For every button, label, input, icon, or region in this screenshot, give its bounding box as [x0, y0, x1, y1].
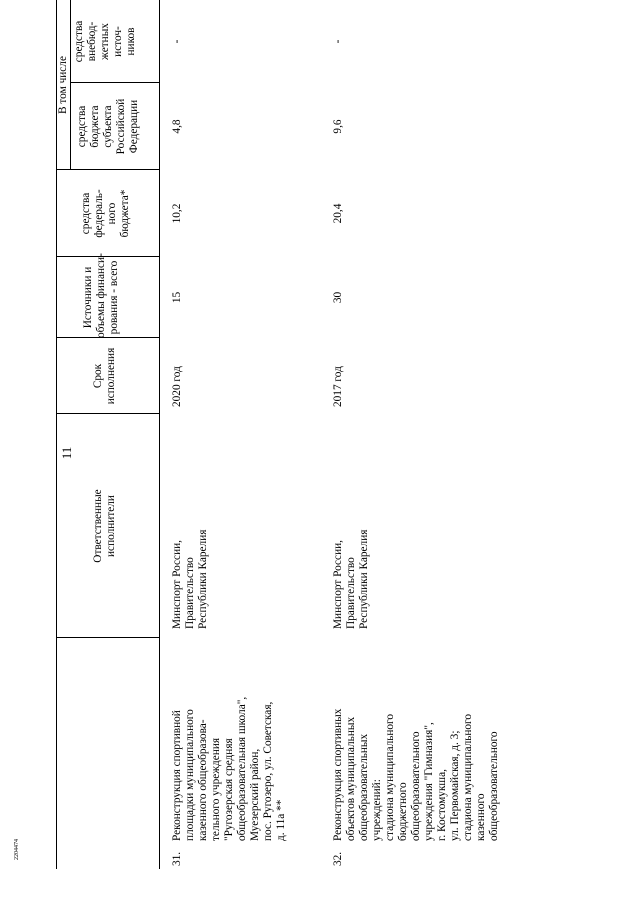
- subheader-divider: [70, 0, 71, 170]
- row-31-deadline: 2020 год: [171, 366, 183, 407]
- row-31-federal: 10,2: [171, 203, 183, 224]
- row-32-number: 32.: [332, 851, 344, 866]
- header-regional: средства бюджета субъекта Российской Федерации: [76, 98, 140, 155]
- row-31-number: 31.: [171, 851, 183, 866]
- row-32-deadline: 2017 год: [332, 366, 344, 407]
- row-31-extrabudget: -: [171, 39, 183, 44]
- program-table: [56, 0, 640, 869]
- row-31-name: Реконструкция спортивной площадки муниципального казенного общеобразова- тельного учреждения "Ругозерская средняя общеобразовательная школа", Муезерский район, пос. Ругозеро, ул. Советская, д. 11а **: [171, 696, 287, 841]
- row-32-federal: 20,4: [332, 203, 344, 224]
- header-federal: средства федераль- ного бюджета*: [80, 189, 131, 238]
- row-32-name: Реконструкция спортивных объектов муниципальных общеобразовательных учреждений: стадиона муниципального бюджетного общеобразовательного учреждения "Гимназия", г. Костомукша, ул. Первомайская, д. 3; стадиона муниципального казенного общеобразовательного: [332, 708, 500, 841]
- row-32-total: 30: [332, 291, 344, 304]
- row-31-executors: Минспорт России, Правительство Республики Карелия: [171, 529, 209, 629]
- table-header-bottom-border: [159, 0, 160, 869]
- document-code: 2204474: [14, 839, 20, 860]
- page-number: 11: [59, 446, 74, 460]
- header-sources-total: Источники и объемы финанси- рования - всего: [82, 253, 120, 338]
- header-executors: Ответственные исполнители: [92, 489, 117, 563]
- row-32-executors: Минспорт России, Правительство Республики Карелия: [332, 529, 370, 629]
- header-group-label: В том числе: [57, 56, 69, 114]
- row-31-total: 15: [171, 291, 183, 304]
- header-extrabudget: средства внебюд- жетных источ- ников: [73, 20, 137, 63]
- row-31-regional: 4,8: [171, 119, 183, 134]
- row-32-extrabudget: -: [332, 39, 344, 44]
- header-deadline: Срок исполнения: [92, 347, 117, 405]
- row-32-regional: 9,6: [332, 119, 344, 134]
